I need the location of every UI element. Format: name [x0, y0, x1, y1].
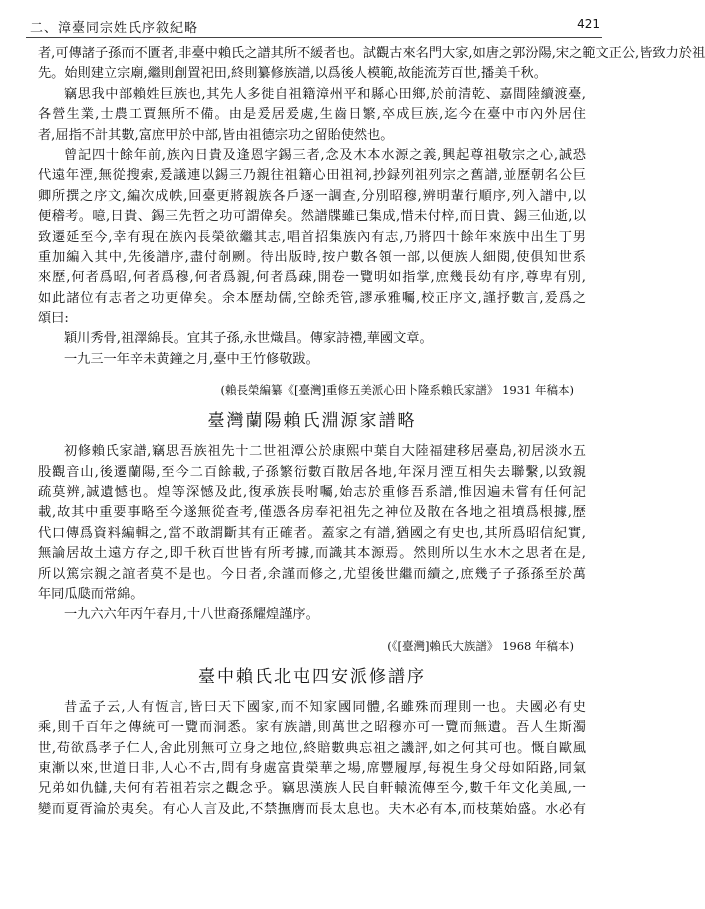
page-header — [26, 15, 602, 38]
text-line: 重加編入其中,先後譜序,盡付剞劂。待出版時,按户數各領一部,以便族人細閱,使俱知世系 — [38, 249, 586, 265]
text-line: 所以篤宗親之誼者莫不是也。今日者,余謹而修之,尤望後世繼而續之,庶幾子子孫孫至於萬 — [38, 566, 586, 582]
text-line: 頌曰: — [38, 311, 69, 327]
text-line: 昔孟子云,人有恆言,皆曰天下國家,而不知家國同體,名雖殊而理則一也。夫國必有史 — [64, 699, 586, 715]
text-line: 曾記四十餘年前,族內日貴及逢恩字錫三者,念及木本水源之義,興起尊祖敬宗之心,誠恐 — [64, 147, 586, 163]
text-line: 者,可傳諸子孫而不匱者,非臺中賴氏之譜其所不緩者也。試觀古來名門大家,如唐之郭汾陽,宋之範文正公,皆致力於祖 — [38, 46, 705, 61]
text-line: 無論居故土遠方存之,即千秋百世皆有所考據,而識其本源焉。然則所以生水木之思者在是, — [38, 546, 586, 562]
text-line: 代遠年湮,無從搜索,爰議連以錫三乃親往祖籍心田祖祠,抄録列祖列宗之舊譜,並歷朝名公巨 — [38, 168, 586, 184]
section-title: 臺中賴氏北屯四安派修譜序 — [198, 666, 426, 687]
text-line: 變而夏胥淪於夷矣。有心人言及此,不禁撫膺而長太息也。夫木必有本,而枝葉始盛。水必有 — [38, 801, 586, 817]
text-line: 世,苟欲爲孝子仁人,舍此別無可立身之地位,終賠數典忘祖之譏評,如之何其可也。慨自歐風 — [38, 740, 586, 756]
text-line: 如此諸位有志者之功更偉矣。余本歷劫儒,空餘禿管,謬承雅囑,校正序文,謹抒數言,爰爲之 — [38, 290, 586, 306]
page-number: 421 — [577, 17, 600, 31]
text-line: 股觀音山,後遷蘭陽,至今二百餘載,子孫繁衍數百散居各地,年深月湮互相失去聯繫,以致親 — [38, 464, 586, 480]
text-line: 便稽考。噫,日貴、錫三先哲之功可謂偉矣。然譜牒雖已集成,惜未付梓,而日貴、錫三仙逝,以 — [38, 209, 586, 225]
text-line: 兄弟如仇讎,夫何有若祖若宗之觀念乎。竊思漢族人民自軒轅流傳至今,數千年文化美風,一 — [38, 781, 586, 797]
text-line: 者,屈指不計其數,富庶甲於中部,皆由祖德宗功之留貽使然也。 — [38, 127, 394, 143]
section-2 — [38, 404, 586, 660]
text-line: 東漸以來,世道日非,人心不古,問有身處富貴榮華之場,席豐履厚,每視生身父母如陌路,同氣 — [38, 760, 586, 776]
page-body — [38, 44, 705, 820]
text-line: 乘,則千百年之傳統可一覽而洞悉。家有族譜,則萬世之昭穆亦可一覽而無遺。吾人生斯濁 — [38, 720, 586, 736]
section-1 — [38, 44, 705, 404]
text-line: 先。始則建立宗廟,繼則創置祀田,終則纂修族譜,以爲後人模範,故能流芳百世,播美千秋。 — [38, 66, 547, 82]
text-line: 初修賴氏家譜,竊思吾族祖先十二世祖潭公於康熙中葉自大陸福建移居臺島,初居淡水五 — [64, 444, 586, 460]
source-citation: (《[臺灣]賴氏大族譜》 1968 年稿本) — [387, 638, 574, 653]
text-line: 卿所撰之序文,編次成帙,回臺更將親族各戶逐一調查,分別昭穆,辨明輩行順序,列入譜中,以 — [38, 188, 586, 204]
text-line: 載,故其中重要事略至今遂無從查考,僅憑各房奉祀祖先之神位及散在各地之祖墳爲根據,歷 — [38, 505, 586, 521]
section-3 — [38, 660, 586, 820]
chapter-title: 二、漳臺同宗姓氏序敘紀略 — [30, 21, 199, 36]
text-line: 疏莫辨,誠遺憾也。煌等深憾及此,復承族長咐囑,始志於重修吾系譜,惟因遍未嘗有任何記 — [38, 485, 586, 501]
section-title: 臺灣蘭陽賴氏淵源家譜略 — [207, 411, 417, 432]
signature-line: 一九六六年丙午春月,十八世裔孫耀煌謹序。 — [64, 607, 319, 623]
verse-line: 穎川秀骨,祖澤綿長。宜其子孫,永世熾昌。傳家詩禮,華國文章。 — [64, 331, 433, 347]
signature-line: 一九三一年辛未黄鐘之月,臺中王竹修敬跋。 — [64, 351, 319, 367]
text-line: 來歷,何者爲昭,何者爲穆,何者爲親,何者爲疎,開卷一覽明如指掌,庶幾長幼有序,尊卑有別, — [38, 270, 586, 286]
source-citation: (賴長榮編纂《[臺灣]重修五美派心田卜隆系賴氏家譜》 1931 年稿本) — [220, 383, 574, 398]
text-line: 代口傳爲資料編輯之,當不敢謂斷其有正確者。蓋家之有譜,猶國之有史也,其所爲昭信紀實, — [38, 525, 586, 541]
text-line: 竊思我中部賴姓巨族也,其先人多徙自祖籍漳州平和縣心田鄉,於前清乾、嘉間陸續渡臺, — [64, 86, 586, 102]
text-line: 各營生業,士農工賈無所不備。由是爰居爰處,生齒日繁,卒成巨族,迄今在臺中市內外居住 — [38, 107, 586, 123]
text-line: 致遷延至今,幸有現在族內長榮欲繼其志,唱首招集族內有志,乃將四十餘年來族中出生丁男 — [38, 229, 586, 245]
text-line: 年同瓜瓞而常綿。 — [38, 586, 144, 602]
